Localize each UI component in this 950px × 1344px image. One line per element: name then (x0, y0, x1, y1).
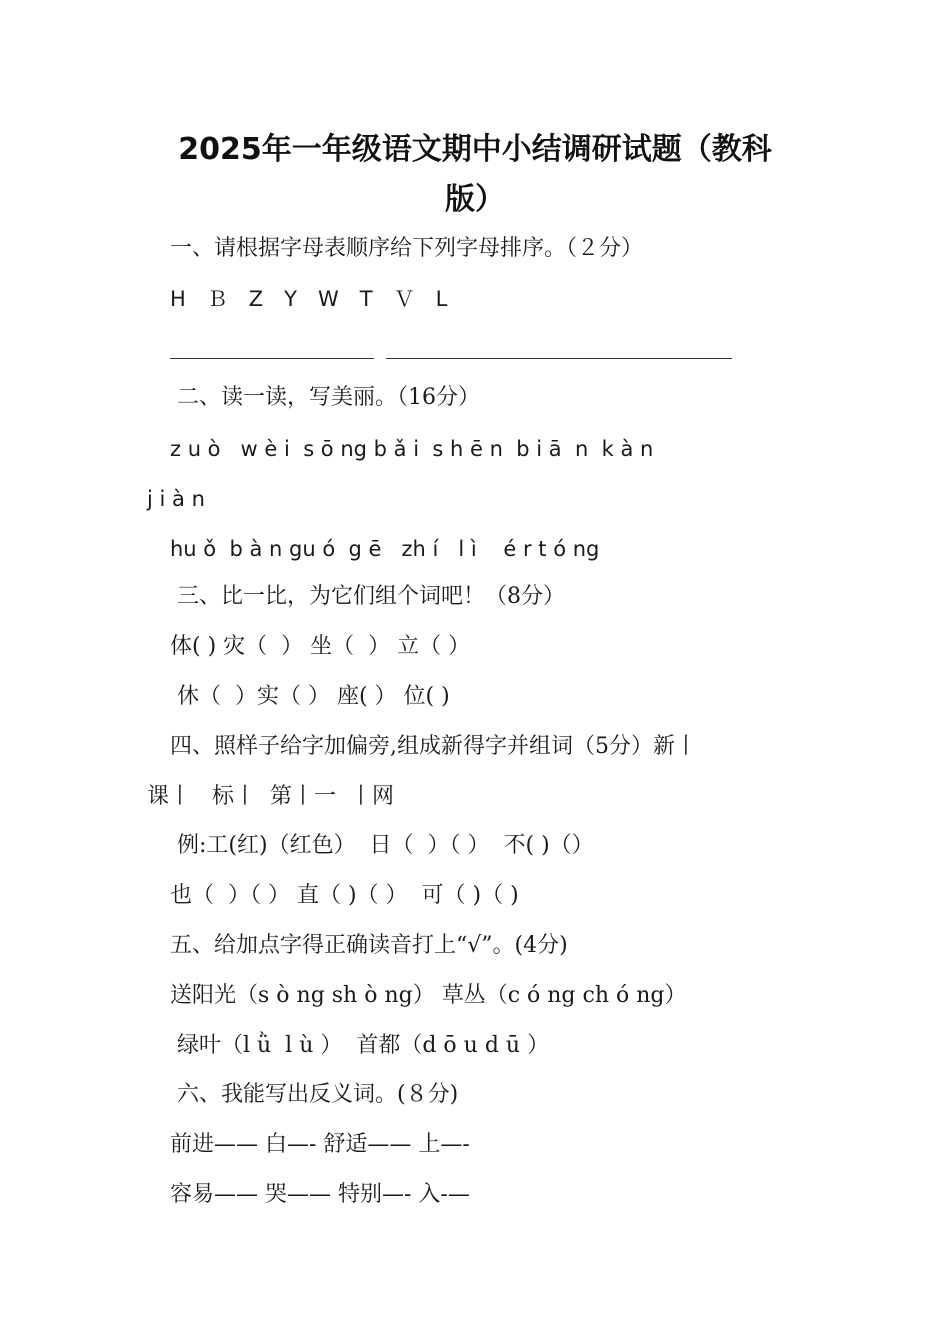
antonym-line: 前进—— 白—- 舒适—— 上—- (170, 1132, 470, 1157)
pinyin-line: j i à n (147, 487, 205, 511)
pinyin-line: hu ǒ b à n gu ó g ē zh í l ì é r t ó ng (170, 537, 600, 561)
letters-line: H Ｂ Z Y W T Ｖ L (170, 287, 448, 311)
answer-line-2 (386, 358, 732, 359)
exercise-line: 体( ) 灾（ ） 坐（ ） 立（ ） (170, 634, 471, 659)
antonym-line: 容易—— 哭—— 特别—- 入-— (170, 1182, 470, 1207)
exercise-line: 也（ ）（ ） 直（ )（ ） 可（ )（ ) (170, 883, 519, 908)
example-line: 例:工(红)（红色） 日（ ）（ ） 不( )（） (170, 833, 594, 858)
exercise-line: 送阳光（s ò ng sh ò ng） 草丛（c ó ng ch ó ng） (170, 983, 687, 1008)
pinyin-line: z u ò w è i s ō ng b ǎ i s h ē n b i ā n k à n (170, 437, 654, 461)
exercise-line: 休（ ）实（ ） 座( ） 位( ) (170, 684, 450, 709)
page-title-line2: 版） (445, 182, 505, 217)
section-5-heading: 五、给加点字得正确读音打上“√”。(4分) (170, 933, 568, 958)
section-4-heading: 四、照样子给字加偏旁,组成新得字并组词（5分）新丨 (170, 734, 697, 759)
section-6-heading: 六、我能写出反义词。(８分) (170, 1082, 459, 1107)
section-2-heading: 二、读一读，写美丽。（16分） (170, 385, 480, 410)
exercise-line: 绿叶（l ǜ l ù ） 首都（d ō u d ū ） (170, 1033, 550, 1058)
section-1-heading: 一、请根据字母表顺序给下列字母排序。（２分） (170, 236, 644, 261)
answer-line-1 (170, 358, 374, 359)
section-3-heading: 三、比一比，为它们组个词吧！（8分） (170, 584, 565, 609)
page-title-line1: 2025年一年级语文期中小结调研试题（教科 (178, 132, 772, 167)
exercise-line: 课丨 标丨 第丨一 丨网 (147, 784, 394, 809)
